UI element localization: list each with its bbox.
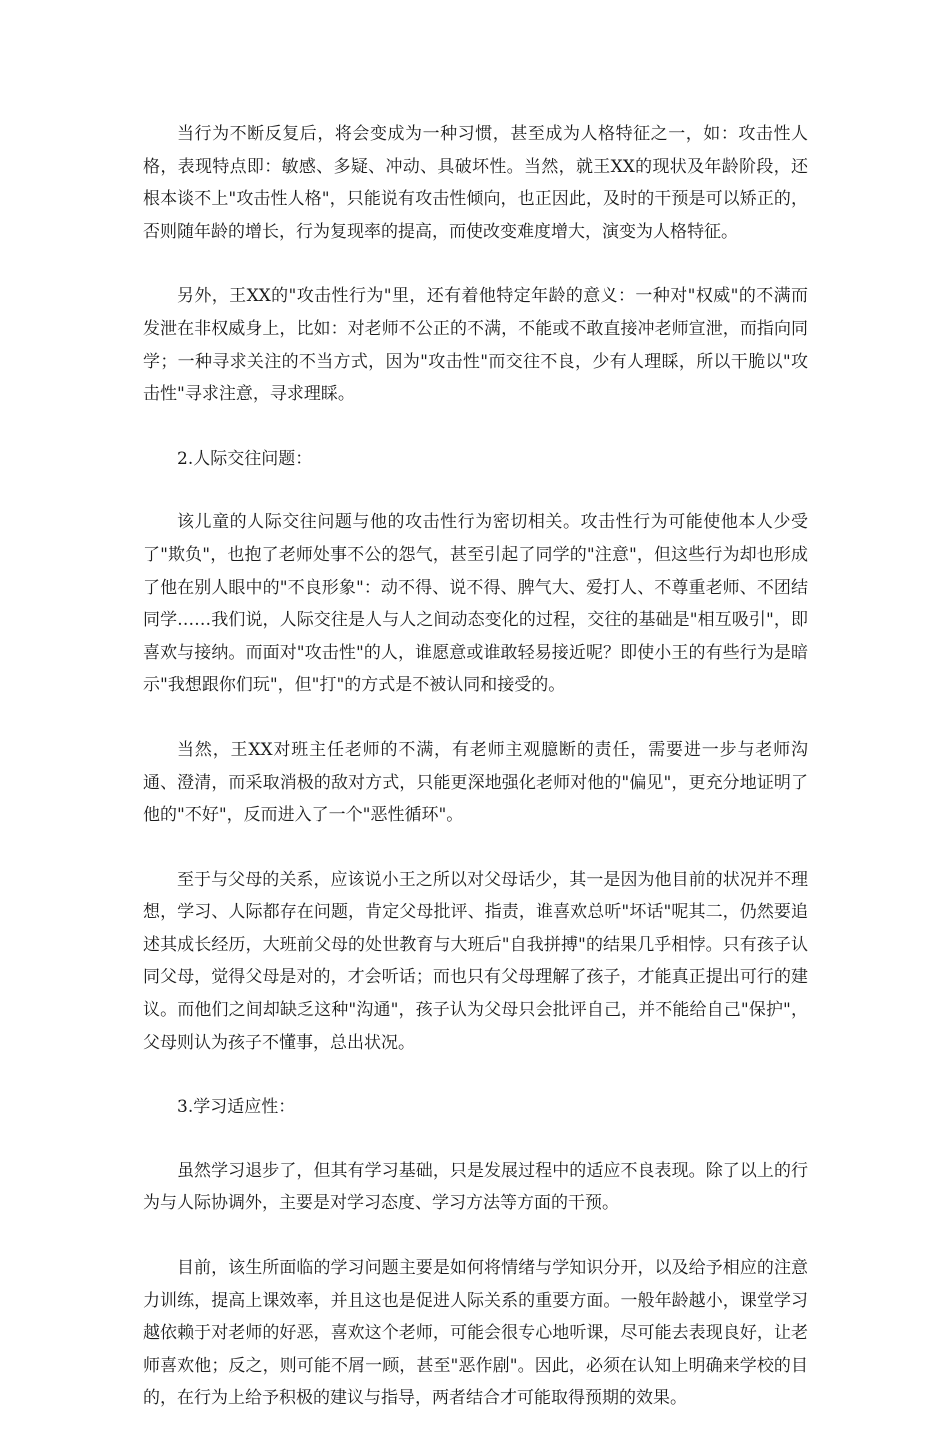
document-body: [143, 118, 808, 1447]
paragraph-attack-meaning: 另外，王XX的"攻击性行为"里，还有着他特定年龄的意义：一种对"权威"的不满而发泄在非权威身上，比如：对老师不公正的不满，不能或不敢直接冲老师宣泄，而指向同学；一种寻求关注的不当方式，因为"攻击性"而交往不良，少有人理睬，所以干脆以"攻击性"寻求注意，寻求理睬。: [143, 286, 808, 405]
paragraph-teacher-relation: 当然，王XX对班主任老师的不满，有老师主观臆断的责任，需要进一步与老师沟通、澄清，而采取消极的敌对方式，只能更深地强化老师对他的"偏见"，更充分地证明了他的"不好"，反而进入了一个"恶性循环"。: [143, 739, 808, 826]
paragraph-learning-problems: 目前，该生所面临的学习问题主要是如何将情绪与学知识分开，以及给予相应的注意力训练，提高上课效率，并且这也是促进人际关系的重要方面。一般年龄越小，课堂学习越依赖于对老师的好恶，喜欢这个老师，可能会很专心地听课，尽可能去表现良好，让老师喜欢他；反之，则可能不屑一顾，甚至"恶作剧"。因此，必须在认知上明确来学校的目的，在行为上给予积极的建议与指导，两者结合才可能取得预期的效果。: [143, 1258, 808, 1409]
paragraph-learning-decline: 虽然学习退步了，但其有学习基础，只是发展过程中的适应不良表现。除了以上的行为与人际协调外，主要是对学习态度、学习方法等方面的干预。: [143, 1160, 808, 1214]
section-heading-interpersonal: 2.人际交往问题：: [177, 448, 313, 469]
paragraph-attack-personality: 当行为不断反复后，将会变成为一种习惯，甚至成为人格特征之一，如：攻击性人格，表现特点即：敏感、多疑、冲动、具破坏性。当然，就王XX的现状及年龄阶段，还根本谈不上"攻击性人格"，只能说有攻击性倾向，也正因此，及时的干预是可以矫正的，否则随年龄的增长，行为复现率的提高，而使改变难度增大，演变为人格特征。: [143, 124, 808, 242]
paragraph-parent-relation: 至于与父母的关系，应该说小王之所以对父母话少，其一是因为他目前的状况并不理想，学习、人际都存在问题，肯定父母批评、指责，谁喜欢总听"坏话"呢其二，仍然要追述其成长经历，大班前父母的处世教育与大班后"自我拼搏"的结果几乎相悖。只有孩子认同父母，觉得父母是对的，才会听话；而也只有父母理解了孩子，才能真正提出可行的建议。而他们之间却缺乏这种"沟通"，孩子认为父母只会批评自己，并不能给自己"保护"，父母则认为孩子不懂事，总出状况。: [143, 869, 808, 1053]
paragraph-interpersonal: 该儿童的人际交往问题与他的攻击性行为密切相关。攻击性行为可能使他本人少受了"欺负"，也抱了老师处事不公的怨气，甚至引起了同学的"注意"，但这些行为却也形成了他在别人眼中的"不良形象"：动不得、说不得、脾气大、爱打人、不尊重老师、不团结同学……我们说，人际交往是人与人之间动态变化的过程，交往的基础是"相互吸引"，即喜欢与接纳。而面对"攻击性"的人，谁愿意或谁敢轻易接近呢？即使小王的有些行为是暗示"我想跟你们玩"，但"打"的方式是不被认同和接受的。: [143, 512, 808, 696]
section-heading-learning: 3.学习适应性：: [177, 1097, 296, 1118]
